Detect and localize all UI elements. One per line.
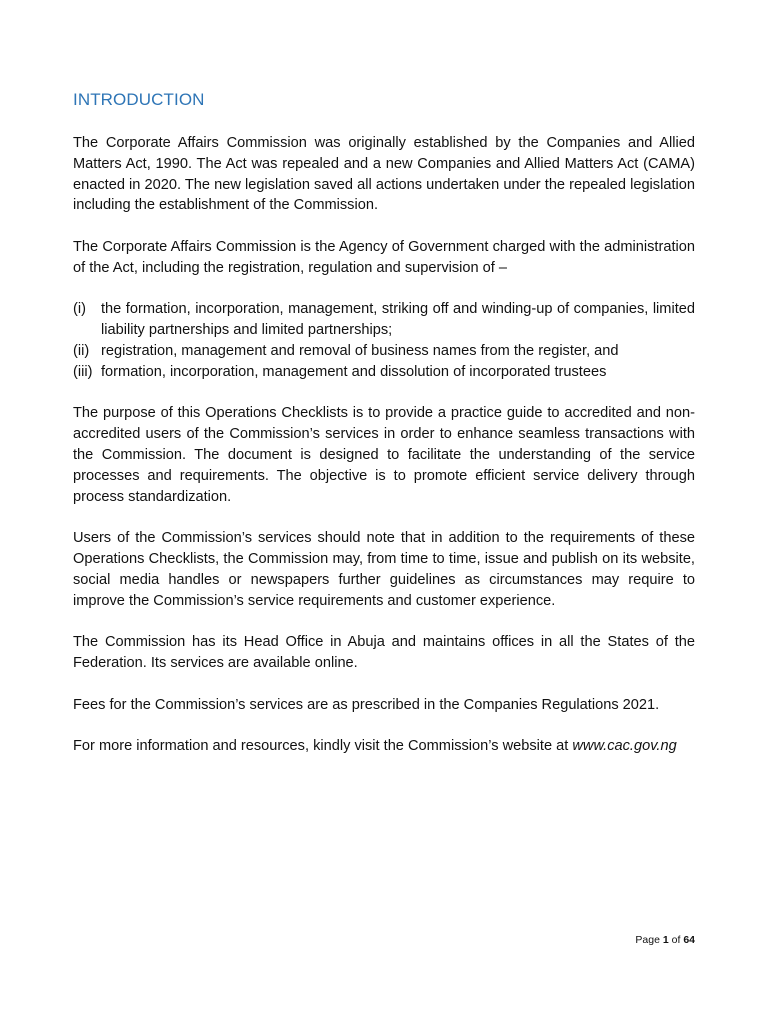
paragraph-offices: The Commission has its Head Office in Abuja and maintains offices in all the States of the Federation. Its services are available online. xyxy=(73,634,695,671)
paragraph-mandate: The Corporate Affairs Commission is the Agency of Government charged with the administration of the Act, including the registration, regulation and supervision of – xyxy=(73,238,695,276)
of-label: of xyxy=(671,934,681,946)
list-item xyxy=(73,299,695,341)
page-label: Page xyxy=(635,934,660,946)
list-marker: (i) xyxy=(73,301,86,318)
list-item-text: registration, management and removal of business names from the register, and xyxy=(101,342,619,359)
list-item-text: formation, incorporation, management and dissolution of incorporated trustees xyxy=(101,363,607,380)
list-marker: (ii) xyxy=(73,342,90,359)
paragraph-fees: Fees for the Commission’s services are as prescribed in the Companies Regulations 2021. xyxy=(73,696,660,713)
list-marker: (iii) xyxy=(73,363,93,380)
list-item xyxy=(73,362,695,383)
page-footer xyxy=(635,934,695,946)
page-number: 1 xyxy=(662,934,669,946)
section-heading: INTRODUCTION xyxy=(73,90,205,109)
list-item xyxy=(73,341,695,362)
closing-text: For more information and resources, kindly visit the Commission’s website at xyxy=(73,738,569,755)
list-item-text: the formation, incorporation, management, striking off and winding-up of companies, limited liability partnerships and limited partnerships; xyxy=(101,301,695,339)
paragraph-purpose: The purpose of this Operations Checklists is to provide a practice guide to accredited and non-accredited users of the Commission’s services in order to enhance seamless transactions with the Commission. The document is designed to facilitate the understanding of the service processes and requirements. The objective is to promote efficient service delivery through process standardization. xyxy=(73,405,695,505)
paragraph-users-note: Users of the Commission’s services should note that in addition to the requirements of these Operations Checklists, the Commission may, from time to time, issue and publish on its website, social media handles or newspapers further guidelines as circumstances may require to improve the Commission’s service requirements and customer experience. xyxy=(73,530,695,609)
paragraph-history: The Corporate Affairs Commission was originally established by the Companies and Allied Matters Act, 1990. The Act was repealed and a new Companies and Allied Matters Act (CAMA) enacted in 2020. The new legislation saved all actions undertaken under the repealed legislation including the establishment of the Commission. xyxy=(73,135,695,214)
total-pages: 64 xyxy=(683,934,695,946)
paragraph-more-info xyxy=(73,736,695,757)
mandate-list xyxy=(73,299,695,382)
document-body xyxy=(73,133,695,778)
website-link[interactable]: www.cac.gov.ng xyxy=(572,738,677,755)
